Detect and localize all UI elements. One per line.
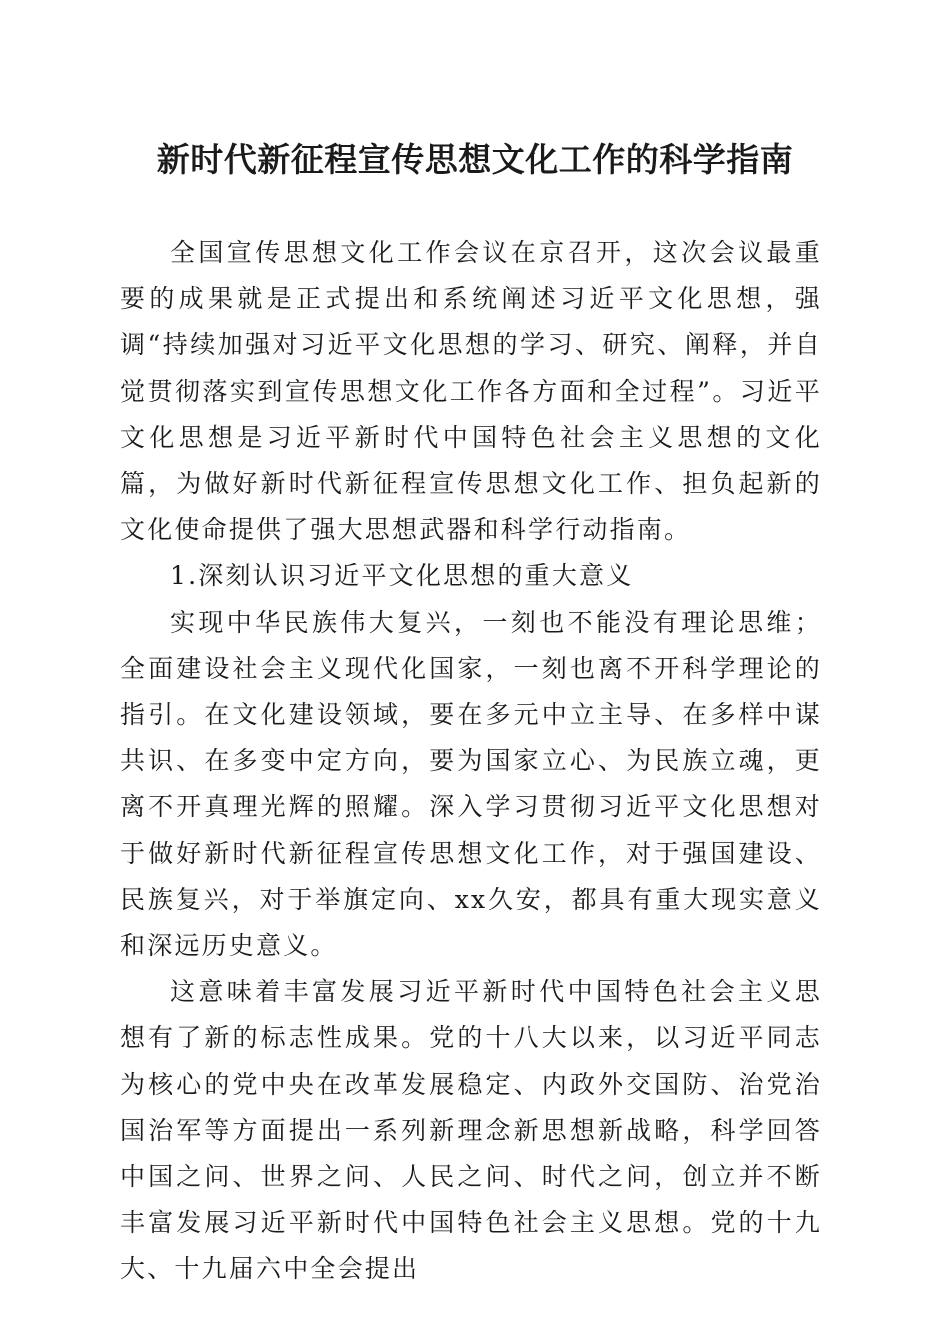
paragraph-intro: 全国宣传思想文化工作会议在京召开，这次会议最重要的成果就是正式提出和系统阐述习近平文化思想，强调“持续加强对习近平文化思想的学习、研究、阐释，并自觉贯彻落实到宣传思想文化工作各方面和全过程”。习近平文化思想是习近平新时代中国特色社会主义思想的文化篇，为做好新时代新征程宣传思想文化工作、担负起新的文化使命提供了强大思想武器和科学行动指南。 <box>120 238 822 545</box>
document-title: 新时代新征程宣传思想文化工作的科学指南 <box>156 140 794 179</box>
paragraph-achievement: 这意味着丰富发展习近平新时代中国特色社会主义思想有了新的标志性成果。党的十八大以来，以习近平同志为核心的党中央在改革发展稳定、内政外交国防、治党治国治军等方面提出一系列新理念新思想新战略，科学回答中国之问、世界之问、人民之问、时代之问，创立并不断丰富发展习近平新时代中国特色社会主义思想。党的十九大、十九届六中全会提出 <box>120 977 822 1284</box>
paragraph-significance: 实现中华民族伟大复兴，一刻也不能没有理论思维；全面建设社会主义现代化国家，一刻也离不开科学理论的指引。在文化建设领域，要在多元中立主导、在多样中谋共识、在多变中定方向，要为国家立心、为民族立魂，更离不开真理光辉的照耀。深入学习贯彻习近平文化思想对于做好新时代新征程宣传思想文化工作，对于强国建设、民族复兴，对于举旗定向、xx久安，都具有重大现实意义和深远历史意义。 <box>120 607 822 961</box>
section-heading-1: 1.深刻认识习近平文化思想的重大意义 <box>170 561 634 591</box>
document-body <box>120 230 822 1293</box>
